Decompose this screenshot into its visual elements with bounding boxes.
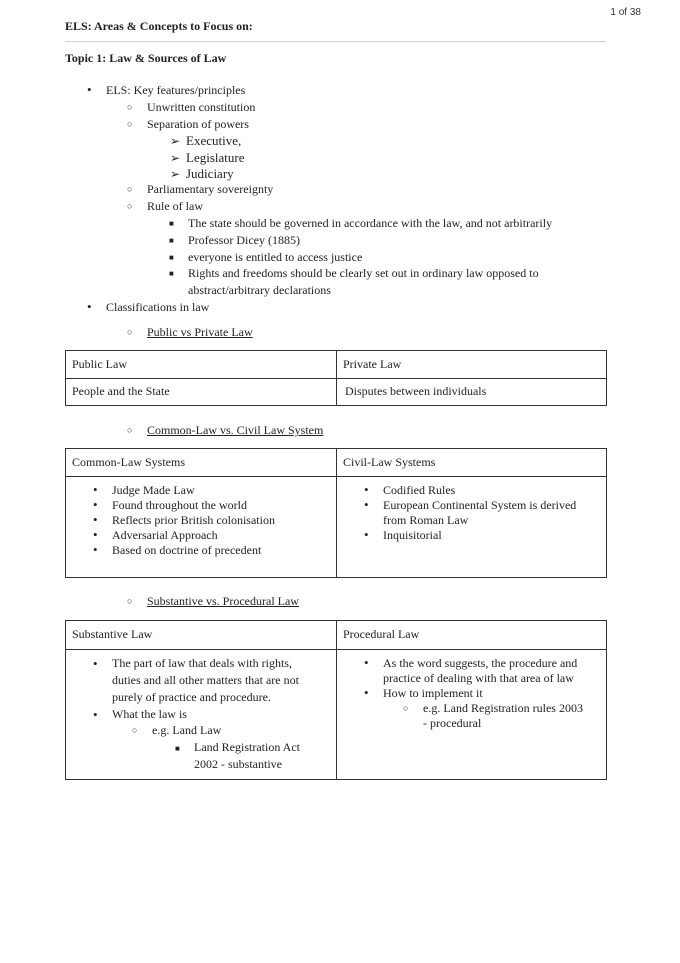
outline-rol-item: ■ everyone is entitled to access justice xyxy=(188,249,362,265)
section-common-civil: ○ Common-Law vs. Civil Law System xyxy=(147,422,323,438)
header-public-law: Public Law xyxy=(72,357,127,371)
list-item: • Codified Rules xyxy=(383,482,455,498)
outline-rule-of-law: ○ Rule of law xyxy=(147,198,203,214)
outline-rol-item: ■ Professor Dicey (1885) xyxy=(188,232,300,248)
list-item: • The part of law that deals with rights, xyxy=(112,655,292,672)
table-cell xyxy=(66,379,337,406)
list-subitem: ○ e.g. Land Registration rules 2003 xyxy=(423,700,583,716)
table-cell xyxy=(66,477,337,578)
cell-private-desc: Disputes between individuals xyxy=(345,384,487,398)
section-substantive-procedural: ○ Substantive vs. Procedural Law xyxy=(147,593,299,609)
outline-parliamentary-sovereignty: ○ Parliamentary sovereignty xyxy=(147,181,273,197)
table-cell xyxy=(337,650,607,780)
list-subitem-cont: - procedural xyxy=(423,716,482,730)
outline-judiciary: ➢ Judiciary xyxy=(186,166,234,182)
list-item: • Reflects prior British colonisation xyxy=(112,512,275,528)
header-substantive-law: Substantive Law xyxy=(72,627,153,641)
outline-rol-item-cont: abstract/arbitrary declarations xyxy=(188,283,331,297)
document-title: ELS: Areas & Concepts to Focus on: xyxy=(65,19,253,33)
list-subsubitem-cont: 2002 - substantive xyxy=(194,757,282,771)
list-item: • Adversarial Approach xyxy=(112,527,218,543)
list-item: • Inquisitorial xyxy=(383,527,442,543)
table-public-private xyxy=(65,350,607,406)
list-item: • What the law is xyxy=(112,706,187,723)
table-substantive-procedural xyxy=(65,620,607,780)
outline-classifications: • Classifications in law xyxy=(106,299,209,315)
page-number: 1 of 38 xyxy=(610,7,641,18)
list-item: • How to implement it xyxy=(383,685,483,701)
table-cell xyxy=(66,650,337,780)
list-item: • Based on doctrine of precedent xyxy=(112,542,261,558)
list-item-cont: purely of practice and procedure. xyxy=(112,690,271,704)
outline-els-key: • ELS: Key features/principles xyxy=(106,82,245,98)
list-item: • Found throughout the world xyxy=(112,497,247,513)
table-header-cell xyxy=(337,621,607,650)
header-civil-law: Civil-Law Systems xyxy=(343,455,436,469)
list-subitem: ○ e.g. Land Law xyxy=(152,722,221,738)
table-cell xyxy=(337,379,607,406)
header-private-law: Private Law xyxy=(343,357,402,371)
list-item: • European Continental System is derived xyxy=(383,497,576,513)
topic-heading: Topic 1: Law & Sources of Law xyxy=(65,51,227,65)
outline-rol-item: ■ The state should be governed in accordance with the law, and not arbitrarily xyxy=(188,215,552,231)
outline-legislature: ➢ Legislature xyxy=(186,150,244,166)
table-header-cell xyxy=(337,449,607,477)
list-item-cont: practice of dealing with that area of law xyxy=(383,671,574,685)
outline-rol-item: ■ Rights and freedoms should be clearly set out in ordinary law opposed to xyxy=(188,265,539,281)
outline-unwritten: ○ Unwritten constitution xyxy=(147,99,255,115)
table-cell xyxy=(337,477,607,578)
outline-executive: ➢ Executive, xyxy=(186,133,241,149)
section-public-private: ○ Public vs Private Law xyxy=(147,324,253,340)
table-common-civil xyxy=(65,448,607,578)
table-header-cell xyxy=(337,351,607,379)
list-item: • Judge Made Law xyxy=(112,482,195,498)
list-item: • As the word suggests, the procedure and xyxy=(383,655,577,671)
cell-public-desc: People and the State xyxy=(72,384,170,398)
table-header-cell xyxy=(66,351,337,379)
header-procedural-law: Procedural Law xyxy=(343,627,420,641)
list-item-cont: duties and all other matters that are not xyxy=(112,673,299,687)
list-item-cont: from Roman Law xyxy=(383,513,469,527)
header-common-law: Common-Law Systems xyxy=(72,455,185,469)
table-header-cell xyxy=(66,621,337,650)
outline-separation: ○ Separation of powers xyxy=(147,116,249,132)
title-divider xyxy=(65,41,606,42)
list-subsubitem: ■ Land Registration Act xyxy=(194,739,300,756)
table-header-cell xyxy=(66,449,337,477)
